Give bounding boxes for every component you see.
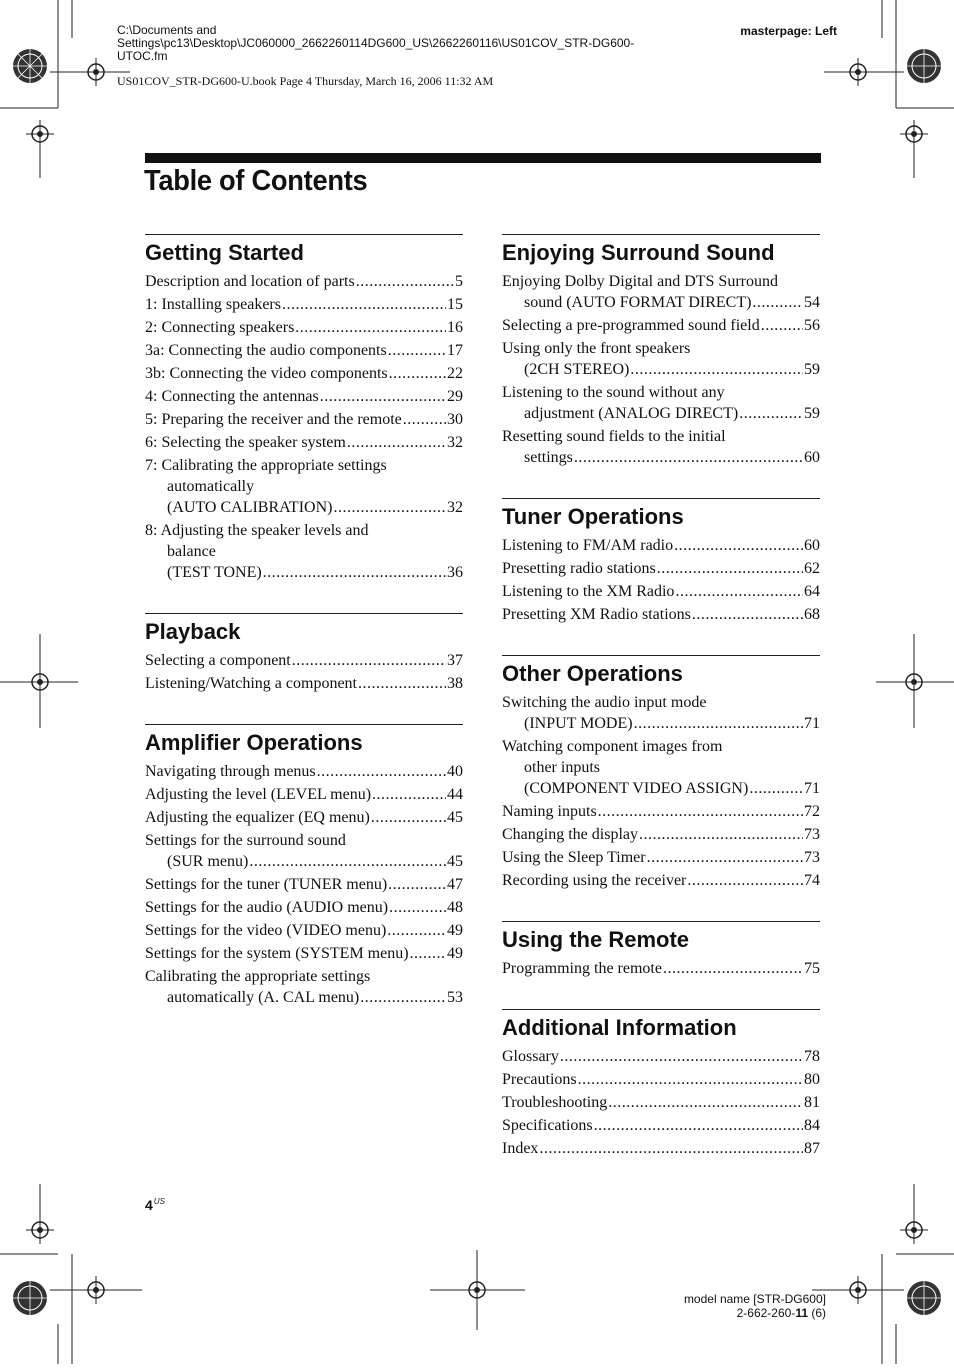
toc-entry[interactable] bbox=[502, 271, 820, 313]
toc-entry-text: Selecting a pre-programmed sound field bbox=[502, 317, 760, 334]
dot-leader bbox=[634, 713, 803, 734]
toc-page-number: 37 bbox=[447, 652, 463, 669]
toc-entry-line bbox=[145, 520, 463, 541]
toc-entry-line bbox=[502, 1092, 820, 1113]
toc-entry-text: settings bbox=[524, 449, 573, 466]
toc-entry-line bbox=[502, 736, 820, 757]
toc-entry-line bbox=[502, 1115, 820, 1136]
toc-page-number: 45 bbox=[447, 809, 463, 826]
dot-leader bbox=[639, 824, 803, 845]
toc-entry[interactable] bbox=[145, 386, 463, 407]
dot-leader bbox=[388, 340, 446, 361]
toc-page-number: 32 bbox=[447, 434, 463, 451]
toc-entry-text: 5: Preparing the receiver and the remote bbox=[145, 411, 402, 428]
toc-entry-line bbox=[145, 784, 463, 805]
dot-leader bbox=[263, 562, 446, 583]
toc-entry-text: balance bbox=[167, 543, 216, 560]
toc-entry[interactable] bbox=[502, 1115, 820, 1136]
dot-leader bbox=[761, 315, 803, 336]
toc-entry-line bbox=[145, 386, 463, 407]
part-code-suffix: (6) bbox=[808, 1306, 826, 1320]
toc-entry-line bbox=[145, 340, 463, 361]
toc-entry-text: Programming the remote bbox=[502, 960, 662, 977]
toc-entry-text: 7: Calibrating the appropriate settings bbox=[145, 457, 387, 474]
toc-entry[interactable] bbox=[145, 520, 463, 583]
file-path-line: Settings\pc13\Desktop\JC060000_2662260114DG600_US\2662260116\US01COV_STR-DG600- bbox=[117, 36, 635, 50]
toc-entry-text: Settings for the tuner (TUNER menu) bbox=[145, 876, 388, 893]
toc-page-number: 80 bbox=[804, 1071, 820, 1088]
dot-leader bbox=[317, 761, 446, 782]
toc-page-number: 71 bbox=[804, 715, 820, 732]
section-title: Amplifier Operations bbox=[145, 730, 363, 755]
toc-entry-line bbox=[145, 874, 463, 895]
dot-leader bbox=[333, 497, 446, 518]
toc-section-other-operations bbox=[502, 655, 820, 891]
toc-entry-text: Specifications bbox=[502, 1117, 593, 1134]
book-info-line: US01COV_STR-DG600-U.book Page 4 Thursday, March 16, 2006 11:32 AM bbox=[117, 74, 494, 88]
toc-entry-text: 8: Adjusting the speaker levels and bbox=[145, 522, 369, 539]
registration-mark-top-left bbox=[0, 0, 130, 180]
toc-page-number: 16 bbox=[447, 319, 463, 336]
toc-page-number: 60 bbox=[804, 449, 820, 466]
model-footer bbox=[684, 1292, 826, 1320]
toc-entry[interactable] bbox=[145, 784, 463, 805]
toc-entry-line bbox=[145, 807, 463, 828]
toc-entry-line bbox=[502, 315, 820, 336]
dot-leader bbox=[320, 386, 446, 407]
toc-entry-line bbox=[502, 1046, 820, 1067]
toc-page-number: 40 bbox=[447, 763, 463, 780]
toc-entry-text: Switching the audio input mode bbox=[502, 694, 707, 711]
toc-entry-line bbox=[502, 713, 820, 734]
toc-entry[interactable] bbox=[145, 943, 463, 964]
toc-entry-line bbox=[145, 317, 463, 338]
toc-entry[interactable] bbox=[502, 847, 820, 868]
toc-entry[interactable] bbox=[502, 801, 820, 822]
toc-entry[interactable] bbox=[145, 761, 463, 782]
toc-page-number: 59 bbox=[804, 361, 820, 378]
registration-mark-bottom-left bbox=[0, 1184, 145, 1364]
toc-entry-line bbox=[145, 476, 463, 497]
toc-entry-text: Settings for the video (VIDEO menu) bbox=[145, 922, 387, 939]
toc-page-number: 84 bbox=[804, 1117, 820, 1134]
toc-entry-text: Settings for the surround sound bbox=[145, 832, 346, 849]
toc-page-number: 53 bbox=[447, 989, 463, 1006]
toc-page-number: 38 bbox=[447, 675, 463, 692]
toc-entry-line bbox=[145, 943, 463, 964]
toc-entry-text: Settings for the system (SYSTEM menu) bbox=[145, 945, 409, 962]
toc-page-number: 29 bbox=[447, 388, 463, 405]
toc-entry-text: Troubleshooting bbox=[502, 1094, 608, 1111]
toc-entry[interactable] bbox=[502, 870, 820, 891]
toc-entry-line bbox=[502, 1069, 820, 1090]
toc-page-number: 71 bbox=[804, 780, 820, 797]
toc-entry-line bbox=[145, 987, 463, 1008]
toc-entry-text: other inputs bbox=[524, 759, 600, 776]
toc-page-number: 62 bbox=[804, 560, 820, 577]
dot-leader bbox=[739, 403, 803, 424]
toc-entry-text: (INPUT MODE) bbox=[524, 715, 633, 732]
dot-leader bbox=[539, 1138, 803, 1159]
registration-mark-mid-left bbox=[0, 630, 80, 730]
toc-entry[interactable] bbox=[502, 535, 820, 556]
toc-page-number: 22 bbox=[447, 365, 463, 382]
section-title: Getting Started bbox=[145, 240, 304, 265]
toc-entry[interactable] bbox=[145, 673, 463, 694]
dot-leader bbox=[388, 874, 446, 895]
toc-entry-line bbox=[145, 851, 463, 872]
toc-left-column bbox=[145, 234, 463, 1038]
toc-entry-line bbox=[502, 847, 820, 868]
part-code-prefix: 2-662-260- bbox=[736, 1306, 796, 1320]
toc-entry[interactable] bbox=[145, 409, 463, 430]
toc-section-getting-started bbox=[145, 234, 463, 583]
toc-entry-line bbox=[502, 958, 820, 979]
toc-entry-text: Calibrating the appropriate settings bbox=[145, 968, 371, 985]
toc-page-number: 32 bbox=[447, 499, 463, 516]
toc-section-additional-information bbox=[502, 1009, 820, 1159]
toc-page-number: 30 bbox=[447, 411, 463, 428]
toc-entry-line bbox=[145, 920, 463, 941]
dot-leader bbox=[372, 784, 446, 805]
dot-leader bbox=[347, 432, 446, 453]
dot-leader bbox=[358, 673, 446, 694]
dot-leader bbox=[692, 604, 803, 625]
toc-entry[interactable] bbox=[145, 363, 463, 384]
toc-entry-text: Settings for the audio (AUDIO menu) bbox=[145, 899, 389, 916]
masterpage-label: masterpage: Left bbox=[740, 24, 837, 38]
toc-entry-text: Precautions bbox=[502, 1071, 577, 1088]
toc-entry[interactable] bbox=[145, 897, 463, 918]
file-path-line: C:\Documents and bbox=[117, 23, 217, 37]
toc-entry-line bbox=[502, 692, 820, 713]
toc-entry-line bbox=[502, 581, 820, 602]
toc-entry-line bbox=[145, 673, 463, 694]
toc-page-number: 15 bbox=[447, 296, 463, 313]
toc-entry[interactable] bbox=[145, 271, 463, 292]
toc-entry-line bbox=[145, 562, 463, 583]
dot-leader bbox=[598, 801, 803, 822]
dot-leader bbox=[608, 1092, 803, 1113]
toc-page-number: 75 bbox=[804, 960, 820, 977]
registration-mark-top-right bbox=[824, 0, 954, 180]
toc-entry-line bbox=[502, 338, 820, 359]
toc-entry-text: 4: Connecting the antennas bbox=[145, 388, 319, 405]
toc-entry-text: Resetting sound fields to the initial bbox=[502, 428, 726, 445]
title-rule bbox=[145, 153, 821, 163]
file-path-line: UTOC.fm bbox=[117, 49, 168, 63]
page-number-suffix: US bbox=[153, 1197, 165, 1206]
section-title: Other Operations bbox=[502, 661, 683, 686]
toc-entry-text: 3a: Connecting the audio components bbox=[145, 342, 387, 359]
toc-right-column bbox=[502, 234, 820, 1189]
dot-leader bbox=[752, 292, 803, 313]
toc-entry[interactable] bbox=[145, 340, 463, 361]
toc-entry[interactable] bbox=[145, 830, 463, 872]
toc-section-amplifier-operations bbox=[145, 724, 463, 1008]
toc-entry-text: Watching component images from bbox=[502, 738, 723, 755]
page-title: Table of Contents bbox=[144, 165, 368, 197]
toc-page-number: 56 bbox=[804, 317, 820, 334]
toc-entry-text: (AUTO CALIBRATION) bbox=[167, 499, 333, 516]
dot-leader bbox=[675, 581, 803, 602]
toc-entry-text: automatically bbox=[167, 478, 255, 495]
toc-entry-line bbox=[502, 403, 820, 424]
section-title: Using the Remote bbox=[502, 927, 690, 952]
toc-entry-text: Presetting radio stations bbox=[502, 560, 656, 577]
toc-entry[interactable] bbox=[502, 692, 820, 734]
file-path-header bbox=[117, 24, 717, 63]
toc-entry-line bbox=[502, 535, 820, 556]
toc-entry[interactable] bbox=[145, 920, 463, 941]
toc-entry-line bbox=[502, 426, 820, 447]
toc-entry-line bbox=[502, 558, 820, 579]
toc-entry-text: Using the Sleep Timer bbox=[502, 849, 646, 866]
toc-entry[interactable] bbox=[502, 1069, 820, 1090]
toc-entry[interactable] bbox=[145, 807, 463, 828]
dot-leader bbox=[749, 778, 803, 799]
toc-section-enjoying-surround-sound bbox=[502, 234, 820, 468]
model-name: model name [STR-DG600] bbox=[683, 1292, 826, 1306]
toc-entry-text: Recording using the receiver bbox=[502, 872, 687, 889]
toc-entry-line bbox=[502, 604, 820, 625]
toc-entry-text: Adjusting the equalizer (EQ menu) bbox=[145, 809, 370, 826]
toc-entry-text: Selecting a component bbox=[145, 652, 291, 669]
toc-entry-line bbox=[145, 966, 463, 987]
toc-entry-line bbox=[502, 271, 820, 292]
dot-leader bbox=[663, 958, 803, 979]
toc-entry-line bbox=[145, 455, 463, 476]
section-title: Additional Information bbox=[502, 1015, 737, 1040]
toc-page-number: 60 bbox=[804, 537, 820, 554]
toc-entry-line bbox=[145, 761, 463, 782]
toc-entry-line bbox=[145, 409, 463, 430]
toc-entry[interactable] bbox=[502, 315, 820, 336]
toc-page-number: 49 bbox=[447, 922, 463, 939]
toc-page-number: 64 bbox=[804, 583, 820, 600]
toc-section-playback bbox=[145, 613, 463, 694]
toc-page-number: 72 bbox=[804, 803, 820, 820]
toc-entry[interactable] bbox=[145, 432, 463, 453]
dot-leader bbox=[630, 359, 803, 380]
toc-entry-text: automatically (A. CAL menu) bbox=[167, 989, 360, 1006]
toc-page-number: 68 bbox=[804, 606, 820, 623]
dot-leader bbox=[371, 807, 446, 828]
toc-entry-line bbox=[502, 778, 820, 799]
registration-mark-bottom-right bbox=[809, 1184, 954, 1364]
toc-entry-line bbox=[502, 870, 820, 891]
registration-mark-mid-right bbox=[874, 630, 954, 730]
page-number bbox=[145, 1197, 165, 1213]
toc-entry[interactable] bbox=[502, 581, 820, 602]
toc-entry[interactable] bbox=[145, 874, 463, 895]
toc-entry-line bbox=[145, 541, 463, 562]
toc-entry[interactable] bbox=[502, 1092, 820, 1113]
toc-entry-text: (COMPONENT VIDEO ASSIGN) bbox=[524, 780, 749, 797]
toc-section-tuner-operations bbox=[502, 498, 820, 625]
toc-entry-text: Index bbox=[502, 1140, 539, 1157]
toc-entry-text: 1: Installing speakers bbox=[145, 296, 281, 313]
toc-entry-line bbox=[145, 897, 463, 918]
toc-entry[interactable] bbox=[145, 294, 463, 315]
dot-leader bbox=[410, 943, 446, 964]
toc-entry-line bbox=[502, 801, 820, 822]
toc-entry-line bbox=[502, 292, 820, 313]
dot-leader bbox=[389, 897, 446, 918]
dot-leader bbox=[657, 558, 803, 579]
toc-page-number: 5 bbox=[455, 273, 463, 290]
toc-page-number: 49 bbox=[447, 945, 463, 962]
toc-entry-line bbox=[145, 830, 463, 851]
dot-leader bbox=[360, 987, 446, 1008]
toc-entry-text: (TEST TONE) bbox=[167, 564, 262, 581]
toc-entry-text: Glossary bbox=[502, 1048, 559, 1065]
toc-page-number: 54 bbox=[804, 294, 820, 311]
dot-leader bbox=[282, 294, 446, 315]
toc-entry-text: (2CH STEREO) bbox=[524, 361, 630, 378]
dot-leader bbox=[295, 317, 446, 338]
toc-entry-line bbox=[502, 824, 820, 845]
toc-entry[interactable] bbox=[502, 558, 820, 579]
toc-entry-text: 2: Connecting speakers bbox=[145, 319, 295, 336]
dot-leader bbox=[594, 1115, 803, 1136]
toc-entry[interactable] bbox=[502, 338, 820, 380]
part-code bbox=[684, 1306, 826, 1320]
toc-entry-text: adjustment (ANALOG DIRECT) bbox=[524, 405, 739, 422]
toc-entry-line bbox=[502, 447, 820, 468]
toc-entry-text: Changing the display bbox=[502, 826, 638, 843]
toc-page-number: 45 bbox=[447, 853, 463, 870]
toc-entry-line bbox=[145, 271, 463, 292]
dot-leader bbox=[578, 1069, 803, 1090]
toc-entry-line bbox=[145, 294, 463, 315]
toc-page-number: 17 bbox=[447, 342, 463, 359]
toc-page-number: 87 bbox=[804, 1140, 820, 1157]
toc-page-number: 48 bbox=[447, 899, 463, 916]
toc-page-number: 78 bbox=[804, 1048, 820, 1065]
section-title: Tuner Operations bbox=[502, 504, 684, 529]
dot-leader bbox=[674, 535, 803, 556]
toc-entry[interactable] bbox=[502, 1046, 820, 1067]
toc-entry[interactable] bbox=[502, 824, 820, 845]
toc-entry-line bbox=[145, 432, 463, 453]
toc-entry[interactable] bbox=[145, 317, 463, 338]
toc-entry-text: Description and location of parts bbox=[145, 273, 355, 290]
toc-section-using-the-remote bbox=[502, 921, 820, 979]
toc-entry[interactable] bbox=[502, 958, 820, 979]
toc-entry[interactable] bbox=[502, 382, 820, 424]
toc-entry-line bbox=[502, 359, 820, 380]
toc-page-number: 59 bbox=[804, 405, 820, 422]
dot-leader bbox=[403, 409, 446, 430]
dot-leader bbox=[356, 271, 454, 292]
toc-page-number: 47 bbox=[447, 876, 463, 893]
toc-entry-text: 3b: Connecting the video components bbox=[145, 365, 388, 382]
toc-entry-line bbox=[502, 1138, 820, 1159]
toc-entry[interactable] bbox=[502, 1138, 820, 1159]
toc-entry-text: Enjoying Dolby Digital and DTS Surround bbox=[502, 273, 778, 290]
toc-page-number: 44 bbox=[447, 786, 463, 803]
toc-entry-text: Listening/Watching a component bbox=[145, 675, 357, 692]
toc-entry-line bbox=[145, 363, 463, 384]
toc-entry[interactable] bbox=[145, 455, 463, 518]
dot-leader bbox=[249, 851, 446, 872]
registration-mark-bottom-center bbox=[430, 1250, 525, 1364]
toc-entry-text: Naming inputs bbox=[502, 803, 597, 820]
toc-entry-line bbox=[502, 382, 820, 403]
dot-leader bbox=[574, 447, 803, 468]
toc-entry-text: Navigating through menus bbox=[145, 763, 316, 780]
toc-entry-text: Listening to the XM Radio bbox=[502, 583, 675, 600]
toc-page-number: 73 bbox=[804, 826, 820, 843]
dot-leader bbox=[389, 363, 446, 384]
toc-page-number: 36 bbox=[447, 564, 463, 581]
toc-page-number: 74 bbox=[804, 872, 820, 889]
toc-entry-text: Listening to the sound without any bbox=[502, 384, 725, 401]
toc-entry-text: Using only the front speakers bbox=[502, 340, 691, 357]
toc-entry-text: Adjusting the level (LEVEL menu) bbox=[145, 786, 372, 803]
toc-entry[interactable] bbox=[502, 426, 820, 468]
toc-entry-text: (SUR menu) bbox=[167, 853, 249, 870]
section-title: Playback bbox=[145, 619, 241, 644]
dot-leader bbox=[647, 847, 803, 868]
toc-page-number: 81 bbox=[804, 1094, 820, 1111]
page-number-value: 4 bbox=[145, 1197, 153, 1213]
toc-entry-text: sound (AUTO FORMAT DIRECT) bbox=[524, 294, 752, 311]
section-title: Enjoying Surround Sound bbox=[502, 240, 775, 265]
toc-entry-text: 6: Selecting the speaker system bbox=[145, 434, 346, 451]
toc-entry[interactable] bbox=[145, 650, 463, 671]
dot-leader bbox=[387, 920, 446, 941]
toc-entry-text: Presetting XM Radio stations bbox=[502, 606, 691, 623]
toc-entry-line bbox=[502, 757, 820, 778]
toc-page-number: 73 bbox=[804, 849, 820, 866]
toc-entry[interactable] bbox=[145, 966, 463, 1008]
toc-entry[interactable] bbox=[502, 736, 820, 799]
toc-entry-text: Listening to FM/AM radio bbox=[502, 537, 674, 554]
part-code-revision: 11 bbox=[795, 1306, 808, 1320]
dot-leader bbox=[292, 650, 446, 671]
dot-leader bbox=[560, 1046, 803, 1067]
toc-entry-line bbox=[145, 497, 463, 518]
dot-leader bbox=[687, 870, 803, 891]
toc-entry[interactable] bbox=[502, 604, 820, 625]
toc-entry-line bbox=[145, 650, 463, 671]
